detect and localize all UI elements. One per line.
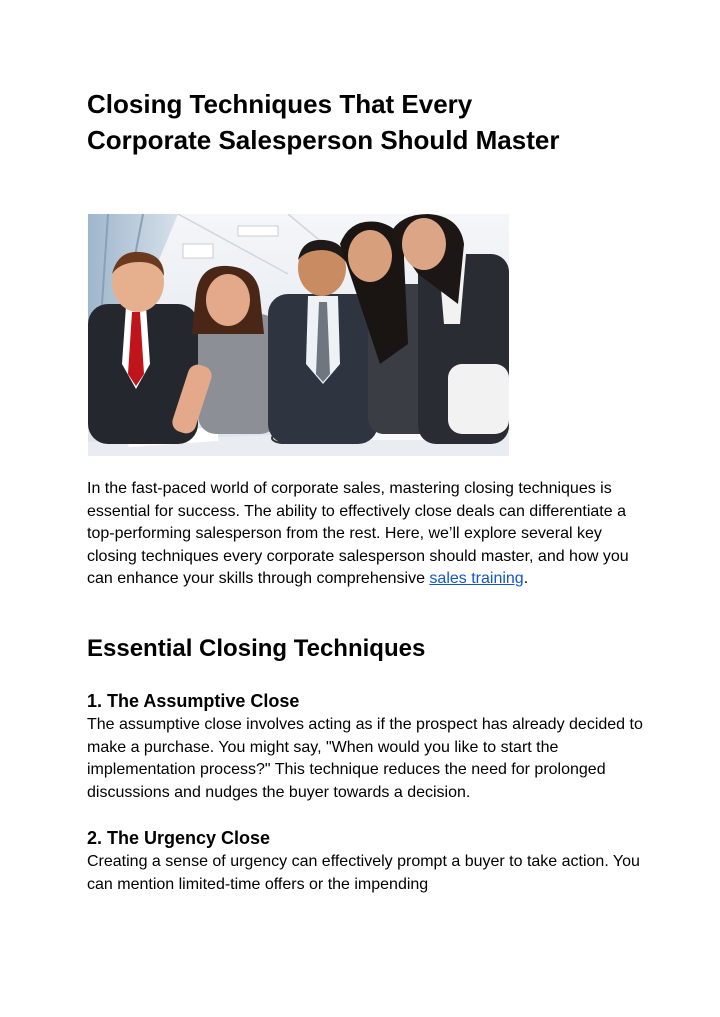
technique-heading: 2. The Urgency Close	[87, 828, 271, 848]
technique-body: Creating a sense of urgency can effectively prompt a buyer to take action. You can mention limited-time offers or the impending	[87, 853, 640, 893]
title-line-1: Closing Techniques That Every	[87, 89, 473, 119]
page-title	[87, 86, 647, 158]
intro-paragraph	[87, 478, 647, 591]
title-line-2: Corporate Salesperson Should Master	[87, 125, 560, 155]
business-team-photo	[88, 214, 509, 456]
sales-training-link[interactable]: sales training	[429, 570, 524, 587]
technique-heading: 1. The Assumptive Close	[87, 691, 300, 711]
intro-end: .	[523, 570, 529, 587]
technique-body: The assumptive close involves acting as if the prospect has already decided to make a purchase. You might say, "When would you like to start the implementation process?" This technique reduces the need for prolonged discussions and nudges the buyer towards a decision.	[87, 716, 643, 801]
section-heading: Essential Closing Techniques	[87, 635, 426, 662]
intro-text: In the fast-paced world of corporate sales, mastering closing techniques is essential for success. The ability to effectively close deals can differentiate a top-performing salesperson from the rest. Here, we’ll explore several key closing techniques every corporate salesperson should master, and how you can enhance your skills through comprehensive	[87, 480, 629, 587]
